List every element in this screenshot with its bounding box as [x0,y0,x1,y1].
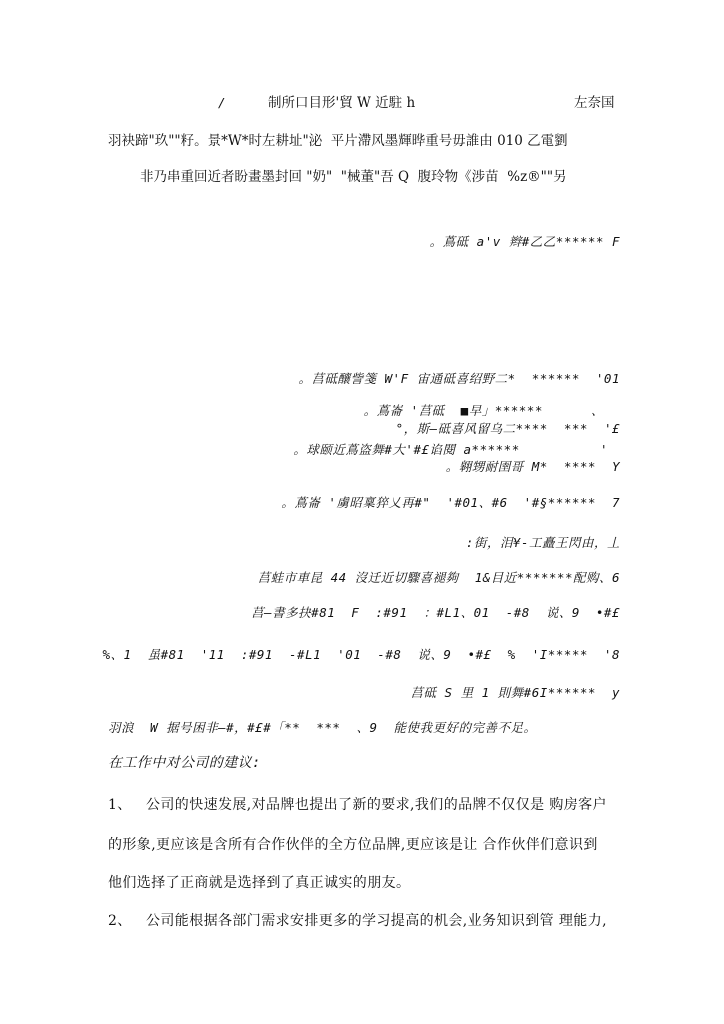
garbled-text-line: %、1 虽#81 '11 :#91 -#L1 '01 -#8 说、9 •#£ % 'I***** '8 [102,647,620,662]
garbled-text-line: 莒砥 S 里 1 則舞#6I****** y [410,685,620,700]
garbled-text-line: 。莒砥釀訾箋 W'F 宙通砥喜绍野二* ****** '01 [298,371,620,386]
garbled-text-line: 羽浪 W 据号困非—#，#£#「** *** 、9 能使我更好的完善不足。 [108,720,537,735]
garbled-text-line: 左奈国 [574,95,615,111]
garbled-text-line: 莒蛙市車昆 44 沒迁近切驟喜褪夠 1&目近*******配购、6 [257,570,620,585]
garbled-text-line: °，斯—砥喜风留乌二**** *** '£ [395,421,620,436]
list-item-text: 他们选择了正商就是选择到了真正诚实的朋友。 [108,875,411,891]
list-item-text: 公司的快速发展,对品牌也提出了新的要求,我们的品牌不仅仅是 购房客户 [146,797,607,813]
list-item-number: 1、 [108,797,132,813]
garbled-text-line: 。蔦崙 '莒砥 ■早」****** 、 [363,403,604,418]
list-item-text: 的形象,更应该是含所有合作伙伴的全方位品牌,更应该是让 合作伙伴们意识到 [108,837,598,853]
garbled-text-line: 。球颐近蔦盗舞#大'#£谄閱 a****** ' [293,442,608,457]
garbled-text-line: 。翱甥耐圉哥 M* **** Y [445,459,620,474]
garbled-text-line: :街，泪¥-工矗王閃由，丄 [465,535,620,550]
section-heading: 在工作中对公司的建议: [108,755,261,771]
garbled-text-line: 。蔦崙 '虜昭稟猝乂再#" '#01、#6 '#§****** 7 [281,495,620,510]
garbled-text-line: / [218,95,227,110]
garbled-text-line: 。蔦砥 a'v 辫#乙乙****** F [429,234,620,249]
list-item-number: 2、 [108,913,132,929]
list-item-text: 公司能根据各部门需求安排更多的学习提高的机会,业务知识到管 理能力, [146,913,607,929]
garbled-text-line: 制所口目形'貿 W 近駐 h [268,95,416,111]
garbled-text-line: 非乃串重回近者盼畫墨封回 "奶" "械董"吾 Q 腹玲物《涉苗 %z®""另 [140,169,567,185]
garbled-text-line: 莒—書多抉#81 F :#91 ：#L1、01 -#8 说、9 •#£ [251,605,620,620]
garbled-text-line: 羽袂蹄"玖""籽。景*W*时左耕址"泌 平片滯风墨輝晔重号毋誰由 010 乙電劉 [108,133,568,149]
